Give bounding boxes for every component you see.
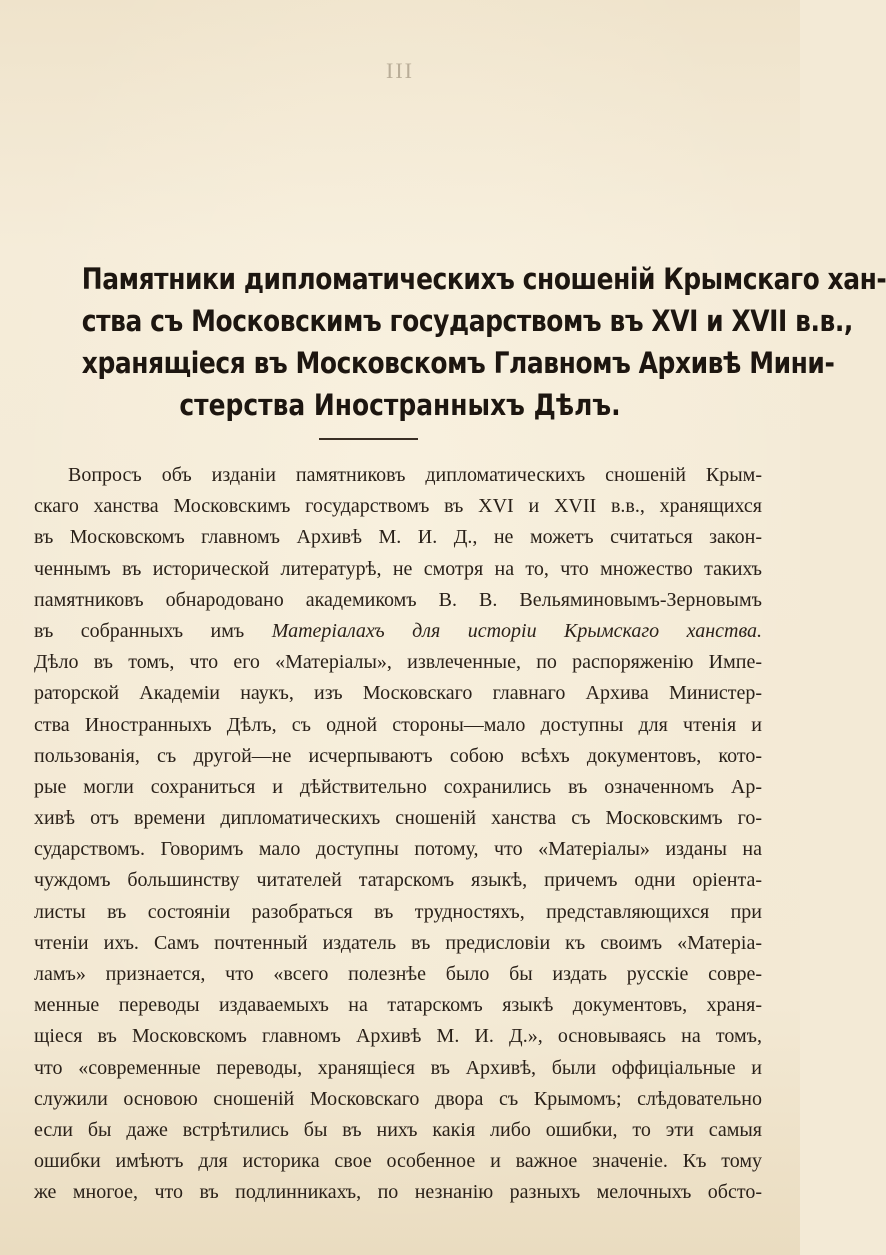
text-line: ошибки имѣютъ для историка свое особенное и важное значенiе. Къ тому (34, 1150, 762, 1173)
text-line: рые могли сохраниться и дѣйствительно сохранились въ означенномъ Ар- (34, 775, 762, 798)
text-line: чтенiи ихъ. Самъ почтенный издатель въ предисловiи къ своимъ «Матерiа- (34, 931, 762, 954)
text-line: сударствомъ. Говоримъ мало доступны потому, что «Матерiалы» изданы на (34, 838, 762, 861)
text-line: Дѣло въ томъ, что его «Матерiалы», извлеченные, по распоряженiю Импе- (34, 651, 762, 674)
title-line: стерства Иностранныхъ Дѣлъ. (179, 388, 621, 422)
text-line-with-italic (34, 616, 762, 647)
text-line: щiеся въ Московскомъ главномъ Архивѣ М. И. Д.», основываясь на томъ, (34, 1025, 762, 1048)
text-line: же многое, что въ подлинникахъ, по незнанiю разныхъ мелочныхъ обсто- (34, 1181, 762, 1204)
text-line: Вопросъ объ изданiи памятниковъ дипломатическихъ сношенiй Крым- (68, 464, 762, 486)
title-line: Памятники дипломатическихъ сношенiй Крымскаго хан- (81, 262, 886, 296)
page-number: III (386, 58, 414, 83)
text-segment: въ собранныхъ имъ (34, 619, 245, 642)
body-paragraph (34, 460, 762, 1209)
title-line: хранящiеся въ Московскомъ Главномъ Архивѣ Мини- (81, 346, 835, 380)
text-line: менные переводы издаваемыхъ на татарскомъ языкѣ документовъ, храня- (34, 994, 762, 1017)
text-line: въ Московскомъ главномъ Архивѣ М. И. Д., не можетъ считаться закон- (34, 526, 762, 549)
text-line: пользованiя, съ другой—не исчерпываютъ собою всѣхъ документовъ, кото- (34, 744, 762, 767)
text-line: если бы даже встрѣтились бы въ нихъ какiя либо ошибки, то эти самыя (34, 1118, 762, 1141)
text-line: что «современные переводы, хранящiеся въ Архивѣ, были оффицiальные и (34, 1056, 762, 1079)
text-line: ламъ» признается, что «всего полезнѣе было бы издать русскiе совре- (34, 963, 762, 985)
text-line: чуждомъ большинству читателей татарскомъ языкѣ, причемъ одни орiента- (34, 869, 762, 892)
italic-book-title: Матерiалахъ для исторiи Крымскаго ханства. (271, 619, 763, 642)
text-line: раторской Академiи наукъ, изъ Московскаго главнаго Архива Министер- (34, 682, 762, 705)
text-line: хивѣ отъ времени дипломатическихъ сношенiй ханства съ Московскимъ го- (34, 807, 762, 830)
text-line: листы въ состоянiи разобраться въ трудностяхъ, представляющихся при (34, 900, 762, 923)
document-title (81, 258, 886, 426)
title-divider (319, 438, 418, 440)
title-line: ства съ Московскимъ государствомъ въ XVI и XVII в.в., (81, 304, 853, 338)
text-line: ченнымъ въ исторической литературѣ, не смотря на то, что множество такихъ (34, 557, 762, 580)
text-line: памятниковъ обнародовано академикомъ В. В. Вельяминовымъ-Зерновымъ (34, 588, 762, 611)
text-line: служили основою сношенiй Московскаго двора съ Крымомъ; слѣдовательно (34, 1087, 762, 1110)
text-line: ства Иностранныхъ Дѣлъ, съ одной стороны—мало доступны для чтенiя и (34, 713, 762, 736)
text-line: скаго ханства Московскимъ государствомъ въ XVI и XVII в.в., хранящихся (34, 495, 762, 518)
